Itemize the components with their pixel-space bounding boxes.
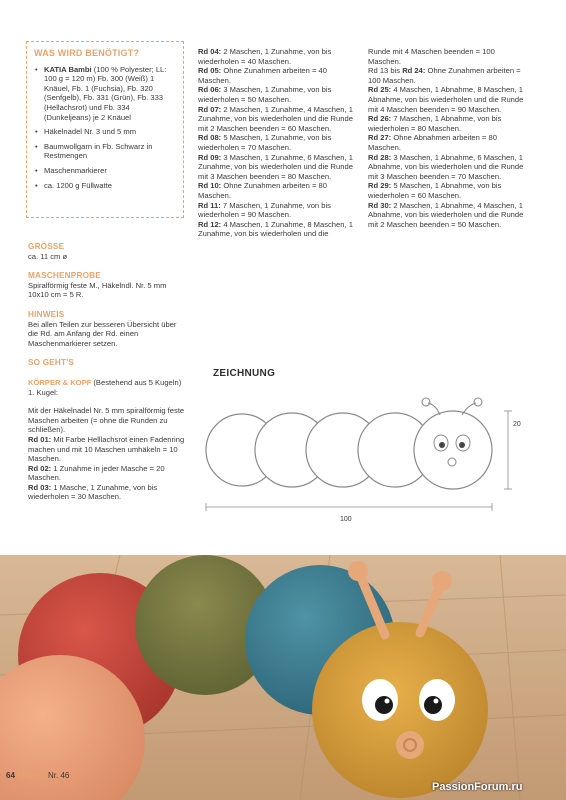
pupil-right <box>459 442 465 448</box>
list-item: • Maschenmarkierer <box>42 166 176 176</box>
round-row: Rd 01: Mit Farbe Helllachsrot einen Fadenring machen und mit 10 Maschen umhäkeln = 10 Maschen. <box>28 434 185 464</box>
materials-box <box>26 41 184 218</box>
pupil-left <box>439 442 445 448</box>
column-left <box>28 242 188 502</box>
antenna-left <box>428 403 440 415</box>
maschenprobe-text: Spiralförmig feste M., Häkelndl. Nr. 5 mm 10x10 cm = 5 R. <box>28 280 167 300</box>
groesse-text: ca. 11 cm ø <box>28 251 68 261</box>
drawing-title: ZEICHNUNG <box>213 368 276 379</box>
round-row: Rd 12: 4 Maschen, 1 Zunahme, 8 Maschen, 1 Zunahme, von bis wiederholen und die <box>198 219 353 239</box>
round-row: Rd 30: 2 Maschen, 1 Abnahme, 4 Maschen, 1 Abnahme, von bis wiederholen und die Runde mit 2 Maschen beenden = 50 Maschen. <box>368 200 524 229</box>
hinweis-text: Bei allen Teilen zur besseren Übersicht über die Rd. am Anfang der Rd. einen Maschenmarkierer setzen. <box>28 319 177 348</box>
round-row: Rd 13 bis Rd 24: Ohne Zunahmen arbeiten = 100 Maschen. <box>368 66 521 85</box>
groesse-title: GRÖSSE <box>28 242 65 251</box>
head-ball <box>414 411 492 489</box>
round-row: Rd 10: Ohne Zunahmen arbeiten = 80 Maschen. <box>198 181 327 200</box>
so-gehts-title: SO GEHT'S <box>28 358 75 368</box>
kugel-label: 1. Kugel: <box>28 387 58 397</box>
round-row: Rd 27: Ohne Abnahmen arbeiten = 80 Maschen. <box>368 133 497 152</box>
list-item: • Häkelnadel Nr. 3 und 5 mm <box>42 127 176 137</box>
round-row: Rd 02: 1 Zunahme in jeder Masche = 20 Maschen. <box>28 463 165 483</box>
width-label: 100 <box>340 516 352 523</box>
column-middle <box>198 47 356 239</box>
round-continuation: Runde mit 4 Maschen beenden = 100 Maschen. <box>368 47 495 66</box>
round-row: Rd 26: 7 Maschen, 1 Abnahme, von bis wiederholen = 80 Maschen. <box>368 114 502 133</box>
height-label: 20 <box>513 421 521 428</box>
round-row: Rd 05: Ohne Zunahmen arbeiten = 40 Maschen. <box>198 66 327 85</box>
page-footer: 64 • häkeln Nr. 46 <box>6 771 70 780</box>
round-row: Rd 07: 2 Maschen, 1 Zunahme, 4 Maschen, 1 Zunahme, von bis wiederholen und die Runde mit 2 Maschen beenden = 60 Maschen. <box>198 104 353 133</box>
round-row: Rd 08: 5 Maschen, 1 Zunahme, von bis wiederholen = 70 Maschen. <box>198 133 332 152</box>
product-photo <box>0 555 566 800</box>
issue-number: Nr. 46 <box>48 771 70 780</box>
round-row: Rd 03: 1 Masche, 1 Zunahme, von bis wiederholen = 30 Maschen. <box>28 482 158 502</box>
round-row: Rd 09: 3 Maschen, 1 Zunahme, 6 Maschen, 1 Zunahme, von bis wiederholen und die Runde mit 3 Maschen beenden = 80 Maschen. <box>198 152 353 181</box>
column-right <box>368 47 526 229</box>
round-row: Rd 06: 3 Maschen, 1 Zunahme, von bis wiederholen = 50 Maschen. <box>198 85 332 104</box>
list-item: • Baumwollgarn in Fb. Schwarz in Restmengen <box>42 142 176 161</box>
photo-mouth-icon <box>396 731 424 759</box>
mouth-icon <box>448 458 456 466</box>
round-row: Rd 04: 2 Maschen, 1 Zunahme, von bis wiederholen = 40 Maschen. <box>198 47 332 66</box>
materials-title: WAS WIRD BENÖTIGT? <box>34 48 140 58</box>
watermark: PassionForum.ru <box>432 781 523 793</box>
koerper-heading: KÖRPER & KOPF (Bestehend aus 5 Kugeln) <box>28 377 182 387</box>
koerper-intro: Mit der Häkelnadel Nr. 5 mm spiralförmig feste Maschen arbeiten (= ohne die Runden zu schließen). <box>28 406 185 435</box>
round-row: Rd 29: 5 Maschen, 1 Abnahme, von bis wiederholen = 60 Maschen. <box>368 181 502 200</box>
caterpillar-drawing <box>200 395 540 535</box>
round-row: Rd 28: 3 Maschen, 1 Abnahme, 6 Maschen, 1 Abnahme, von bis wiederholen und die Runde mit 3 Maschen beenden = 70 Maschen. <box>368 152 524 181</box>
hinweis-title: HINWEIS <box>28 309 65 319</box>
materials-list <box>34 65 176 191</box>
brand-logo: häkeln <box>22 771 46 780</box>
round-row: Rd 25: 4 Maschen, 1 Abnahme, 8 Maschen, 1 Abnahme, von bis wiederholen und die Runde mit 4 Maschen beenden = 90 Maschen. <box>368 85 524 114</box>
list-item: • KATIA Bambi (100 % Polyester; LL: 100 g = 120 m) Fb. 300 (Weiß) 1 Knäuel, Fb. 1 (Fuchsia), Fb. 320 (Senfgelb), Fb. 331 (Grün), Fb. 333 (Hellachsrot) und Fb. 334 (Dunkeljeans) je 2 Knäuel <box>42 65 176 123</box>
list-item: • ca. 1200 g Füllwatte <box>42 181 176 191</box>
maschenprobe-title: MASCHENPROBE <box>28 271 101 281</box>
antenna-tip-icon <box>474 398 482 406</box>
round-row: Rd 11: 7 Maschen, 1 Zunahme, von bis wiederholen = 90 Maschen. <box>198 200 331 220</box>
yellow-head <box>312 622 488 798</box>
antenna-tip-icon <box>422 398 430 406</box>
page-number: 64 <box>6 771 15 780</box>
